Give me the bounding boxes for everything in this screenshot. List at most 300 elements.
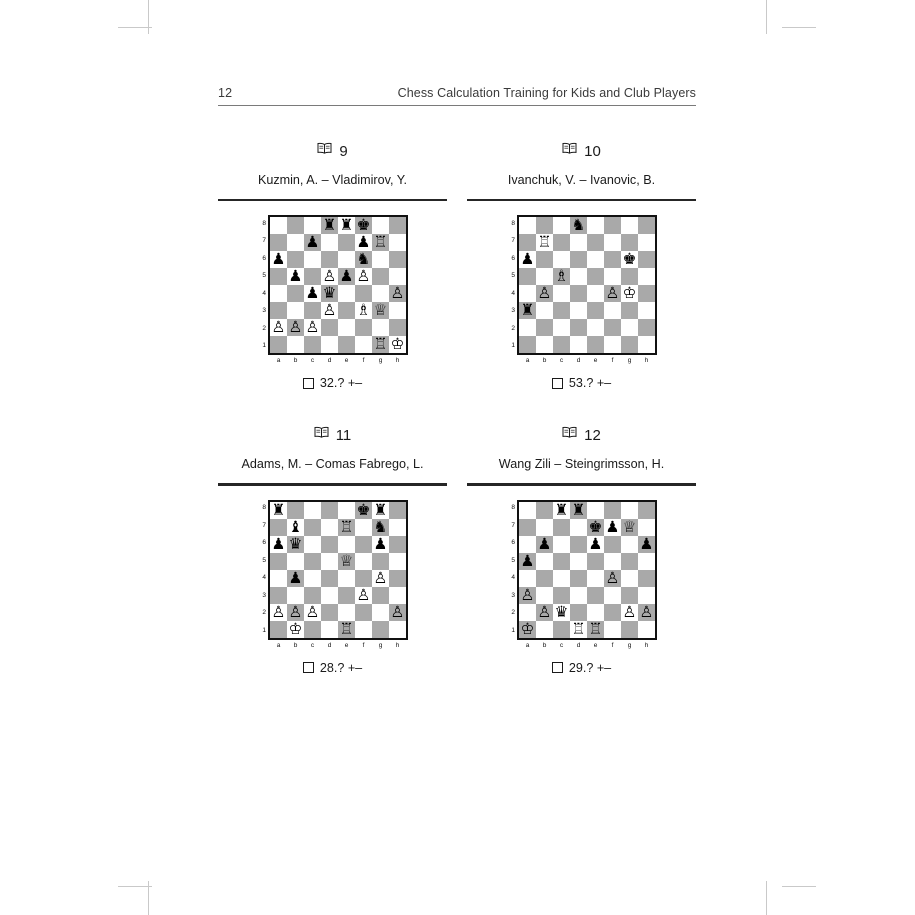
piece-b6[interactable]: ♛ xyxy=(288,534,303,553)
square-h8[interactable] xyxy=(638,217,655,234)
square-a1[interactable] xyxy=(270,336,287,353)
square-e6[interactable] xyxy=(338,251,355,268)
piece-g7[interactable]: ♕ xyxy=(622,517,637,536)
square-a1[interactable] xyxy=(519,621,536,638)
piece-h1[interactable]: ♔ xyxy=(390,335,405,354)
square-c1[interactable] xyxy=(553,336,570,353)
piece-g3[interactable]: ♕ xyxy=(373,301,388,320)
square-h7[interactable] xyxy=(638,234,655,251)
square-h2[interactable] xyxy=(389,319,406,336)
square-f1[interactable] xyxy=(355,621,372,638)
square-g4[interactable] xyxy=(372,285,389,302)
piece-d8[interactable]: ♜ xyxy=(571,500,586,519)
square-f1[interactable] xyxy=(355,336,372,353)
square-b6[interactable] xyxy=(287,536,304,553)
piece-f5[interactable]: ♙ xyxy=(356,267,371,286)
square-b2[interactable] xyxy=(287,319,304,336)
square-g5[interactable] xyxy=(621,553,638,570)
square-d3[interactable] xyxy=(321,587,338,604)
square-f8[interactable] xyxy=(604,502,621,519)
piece-f4[interactable]: ♙ xyxy=(605,284,620,303)
piece-g7[interactable]: ♖ xyxy=(373,233,388,252)
square-d4[interactable] xyxy=(321,570,338,587)
square-h5[interactable] xyxy=(389,553,406,570)
piece-f6[interactable]: ♞ xyxy=(356,250,371,269)
empty-checkbox[interactable] xyxy=(552,662,563,673)
square-f5[interactable] xyxy=(604,553,621,570)
piece-e6[interactable]: ♟ xyxy=(588,534,603,553)
square-b8[interactable] xyxy=(536,502,553,519)
square-a6[interactable] xyxy=(519,536,536,553)
square-b7[interactable] xyxy=(287,519,304,536)
square-g6[interactable] xyxy=(372,251,389,268)
square-d3[interactable] xyxy=(321,302,338,319)
square-b5[interactable] xyxy=(287,268,304,285)
piece-a3[interactable]: ♙ xyxy=(520,585,535,604)
square-c7[interactable] xyxy=(304,519,321,536)
square-e2[interactable] xyxy=(587,604,604,621)
square-h6[interactable] xyxy=(389,251,406,268)
square-g7[interactable] xyxy=(372,234,389,251)
square-g3[interactable] xyxy=(372,587,389,604)
square-g3[interactable] xyxy=(621,587,638,604)
square-b7[interactable] xyxy=(536,234,553,251)
square-b4[interactable] xyxy=(536,570,553,587)
square-b2[interactable] xyxy=(536,319,553,336)
square-c7[interactable] xyxy=(553,519,570,536)
square-h7[interactable] xyxy=(638,519,655,536)
square-e1[interactable] xyxy=(338,336,355,353)
square-d4[interactable] xyxy=(570,570,587,587)
square-g4[interactable] xyxy=(621,285,638,302)
square-a5[interactable] xyxy=(519,553,536,570)
square-h6[interactable] xyxy=(638,251,655,268)
square-d3[interactable] xyxy=(570,302,587,319)
square-g6[interactable] xyxy=(372,536,389,553)
square-g6[interactable] xyxy=(621,251,638,268)
square-g8[interactable] xyxy=(621,502,638,519)
square-g1[interactable] xyxy=(621,621,638,638)
square-h7[interactable] xyxy=(389,234,406,251)
piece-b2[interactable]: ♙ xyxy=(288,602,303,621)
piece-f8[interactable]: ♚ xyxy=(356,500,371,519)
square-h4[interactable] xyxy=(638,570,655,587)
piece-g8[interactable]: ♜ xyxy=(373,500,388,519)
square-e4[interactable] xyxy=(587,285,604,302)
square-h5[interactable] xyxy=(638,268,655,285)
empty-checkbox[interactable] xyxy=(552,378,563,389)
square-e2[interactable] xyxy=(338,319,355,336)
square-c1[interactable] xyxy=(553,621,570,638)
square-a2[interactable] xyxy=(270,604,287,621)
square-c3[interactable] xyxy=(304,302,321,319)
square-a4[interactable] xyxy=(270,570,287,587)
square-e8[interactable] xyxy=(338,502,355,519)
square-h1[interactable] xyxy=(389,336,406,353)
square-g1[interactable] xyxy=(372,336,389,353)
square-b7[interactable] xyxy=(536,519,553,536)
square-g5[interactable] xyxy=(372,268,389,285)
square-f5[interactable] xyxy=(604,268,621,285)
square-e6[interactable] xyxy=(587,251,604,268)
square-b1[interactable] xyxy=(287,621,304,638)
square-f1[interactable] xyxy=(604,621,621,638)
square-d8[interactable] xyxy=(570,217,587,234)
piece-b1[interactable]: ♔ xyxy=(288,619,303,638)
square-f6[interactable] xyxy=(604,536,621,553)
square-c6[interactable] xyxy=(304,536,321,553)
piece-e8[interactable]: ♜ xyxy=(339,216,354,235)
square-b8[interactable] xyxy=(287,217,304,234)
square-g2[interactable] xyxy=(372,604,389,621)
square-e5[interactable] xyxy=(338,553,355,570)
square-a5[interactable] xyxy=(270,268,287,285)
square-b3[interactable] xyxy=(536,302,553,319)
piece-a2[interactable]: ♙ xyxy=(271,602,286,621)
square-g1[interactable] xyxy=(372,621,389,638)
square-a4[interactable] xyxy=(519,285,536,302)
piece-f3[interactable]: ♗ xyxy=(356,301,371,320)
square-a2[interactable] xyxy=(270,319,287,336)
square-d2[interactable] xyxy=(321,319,338,336)
piece-a6[interactable]: ♟ xyxy=(520,250,535,269)
square-f1[interactable] xyxy=(604,336,621,353)
square-g2[interactable] xyxy=(372,319,389,336)
square-h8[interactable] xyxy=(389,217,406,234)
piece-c5[interactable]: ♗ xyxy=(554,267,569,286)
piece-b4[interactable]: ♙ xyxy=(537,284,552,303)
square-c8[interactable] xyxy=(553,217,570,234)
square-c2[interactable] xyxy=(553,604,570,621)
square-c3[interactable] xyxy=(553,587,570,604)
square-e3[interactable] xyxy=(587,302,604,319)
square-e8[interactable] xyxy=(587,217,604,234)
square-f7[interactable] xyxy=(604,519,621,536)
square-d6[interactable] xyxy=(570,536,587,553)
piece-b4[interactable]: ♟ xyxy=(288,568,303,587)
square-a8[interactable] xyxy=(519,217,536,234)
square-b1[interactable] xyxy=(536,621,553,638)
square-a1[interactable] xyxy=(270,621,287,638)
square-h6[interactable] xyxy=(389,536,406,553)
piece-g4[interactable]: ♔ xyxy=(622,284,637,303)
square-e8[interactable] xyxy=(338,217,355,234)
square-f4[interactable] xyxy=(355,285,372,302)
square-a7[interactable] xyxy=(519,519,536,536)
square-d1[interactable] xyxy=(321,336,338,353)
square-c4[interactable] xyxy=(553,285,570,302)
piece-c2[interactable]: ♙ xyxy=(305,602,320,621)
square-c3[interactable] xyxy=(304,587,321,604)
square-h5[interactable] xyxy=(389,268,406,285)
square-b6[interactable] xyxy=(536,536,553,553)
square-d6[interactable] xyxy=(570,251,587,268)
square-g4[interactable] xyxy=(621,570,638,587)
square-b1[interactable] xyxy=(536,336,553,353)
chessboard-11[interactable] xyxy=(268,500,408,640)
square-d8[interactable] xyxy=(321,502,338,519)
chessboard-9[interactable] xyxy=(268,215,408,355)
piece-a8[interactable]: ♜ xyxy=(271,500,286,519)
square-f3[interactable] xyxy=(604,587,621,604)
square-h3[interactable] xyxy=(638,302,655,319)
square-d5[interactable] xyxy=(321,553,338,570)
square-e5[interactable] xyxy=(587,553,604,570)
square-e1[interactable] xyxy=(587,621,604,638)
square-e4[interactable] xyxy=(587,570,604,587)
square-e2[interactable] xyxy=(338,604,355,621)
square-d8[interactable] xyxy=(570,502,587,519)
piece-g2[interactable]: ♙ xyxy=(622,602,637,621)
square-g1[interactable] xyxy=(621,336,638,353)
square-a1[interactable] xyxy=(519,336,536,353)
square-c5[interactable] xyxy=(553,553,570,570)
square-e1[interactable] xyxy=(338,621,355,638)
square-c5[interactable] xyxy=(553,268,570,285)
piece-b2[interactable]: ♙ xyxy=(537,602,552,621)
square-f2[interactable] xyxy=(355,319,372,336)
square-a8[interactable] xyxy=(270,502,287,519)
square-a8[interactable] xyxy=(519,502,536,519)
square-g7[interactable] xyxy=(621,234,638,251)
square-f4[interactable] xyxy=(604,285,621,302)
piece-d3[interactable]: ♙ xyxy=(322,301,337,320)
square-e4[interactable] xyxy=(338,570,355,587)
square-e5[interactable] xyxy=(338,268,355,285)
square-e3[interactable] xyxy=(587,587,604,604)
square-b3[interactable] xyxy=(287,587,304,604)
square-c5[interactable] xyxy=(304,268,321,285)
square-h1[interactable] xyxy=(638,336,655,353)
square-g5[interactable] xyxy=(372,553,389,570)
chessboard-10[interactable] xyxy=(517,215,657,355)
piece-g6[interactable]: ♟ xyxy=(373,534,388,553)
square-d7[interactable] xyxy=(321,234,338,251)
square-f2[interactable] xyxy=(355,604,372,621)
square-g3[interactable] xyxy=(621,302,638,319)
piece-c4[interactable]: ♟ xyxy=(305,284,320,303)
square-h3[interactable] xyxy=(389,302,406,319)
square-d4[interactable] xyxy=(570,285,587,302)
square-b4[interactable] xyxy=(287,570,304,587)
square-a4[interactable] xyxy=(519,570,536,587)
square-a3[interactable] xyxy=(519,587,536,604)
square-d1[interactable] xyxy=(570,336,587,353)
piece-e7[interactable]: ♖ xyxy=(339,517,354,536)
piece-a1[interactable]: ♔ xyxy=(520,619,535,638)
empty-checkbox[interactable] xyxy=(303,662,314,673)
piece-g1[interactable]: ♖ xyxy=(373,335,388,354)
square-g2[interactable] xyxy=(621,319,638,336)
square-d7[interactable] xyxy=(321,519,338,536)
chessboard-12[interactable] xyxy=(517,500,657,640)
square-f8[interactable] xyxy=(604,217,621,234)
square-g3[interactable] xyxy=(372,302,389,319)
piece-e7[interactable]: ♚ xyxy=(588,517,603,536)
square-g4[interactable] xyxy=(372,570,389,587)
square-d2[interactable] xyxy=(570,319,587,336)
piece-d5[interactable]: ♙ xyxy=(322,267,337,286)
square-d7[interactable] xyxy=(570,234,587,251)
square-a2[interactable] xyxy=(519,319,536,336)
square-e8[interactable] xyxy=(587,502,604,519)
piece-a5[interactable]: ♟ xyxy=(520,551,535,570)
square-d5[interactable] xyxy=(321,268,338,285)
piece-g4[interactable]: ♙ xyxy=(373,568,388,587)
piece-h6[interactable]: ♟ xyxy=(639,534,654,553)
piece-g7[interactable]: ♞ xyxy=(373,517,388,536)
piece-b5[interactable]: ♟ xyxy=(288,267,303,286)
piece-f7[interactable]: ♟ xyxy=(605,517,620,536)
square-c7[interactable] xyxy=(304,234,321,251)
square-b3[interactable] xyxy=(287,302,304,319)
square-f3[interactable] xyxy=(355,302,372,319)
square-c2[interactable] xyxy=(304,319,321,336)
piece-h4[interactable]: ♙ xyxy=(390,284,405,303)
square-d6[interactable] xyxy=(321,251,338,268)
square-c1[interactable] xyxy=(304,336,321,353)
square-c7[interactable] xyxy=(553,234,570,251)
piece-c2[interactable]: ♛ xyxy=(554,602,569,621)
piece-f8[interactable]: ♚ xyxy=(356,216,371,235)
square-h2[interactable] xyxy=(638,604,655,621)
square-c2[interactable] xyxy=(553,319,570,336)
square-a7[interactable] xyxy=(519,234,536,251)
square-g8[interactable] xyxy=(372,217,389,234)
square-d1[interactable] xyxy=(321,621,338,638)
square-d7[interactable] xyxy=(570,519,587,536)
square-f6[interactable] xyxy=(355,536,372,553)
square-h4[interactable] xyxy=(638,285,655,302)
square-a3[interactable] xyxy=(519,302,536,319)
square-e2[interactable] xyxy=(587,319,604,336)
square-e5[interactable] xyxy=(587,268,604,285)
square-g8[interactable] xyxy=(621,217,638,234)
square-b2[interactable] xyxy=(287,604,304,621)
square-h2[interactable] xyxy=(389,604,406,621)
square-d1[interactable] xyxy=(570,621,587,638)
square-d2[interactable] xyxy=(321,604,338,621)
square-h4[interactable] xyxy=(389,570,406,587)
piece-a6[interactable]: ♟ xyxy=(271,250,286,269)
piece-f4[interactable]: ♙ xyxy=(605,568,620,587)
square-c3[interactable] xyxy=(553,302,570,319)
square-d5[interactable] xyxy=(570,553,587,570)
square-f3[interactable] xyxy=(355,587,372,604)
square-h8[interactable] xyxy=(389,502,406,519)
square-d4[interactable] xyxy=(321,285,338,302)
square-f6[interactable] xyxy=(604,251,621,268)
square-a3[interactable] xyxy=(270,302,287,319)
square-c4[interactable] xyxy=(553,570,570,587)
piece-b7[interactable]: ♖ xyxy=(537,233,552,252)
square-b7[interactable] xyxy=(287,234,304,251)
square-f7[interactable] xyxy=(355,519,372,536)
square-c6[interactable] xyxy=(553,536,570,553)
square-e6[interactable] xyxy=(587,536,604,553)
square-f2[interactable] xyxy=(604,319,621,336)
square-c1[interactable] xyxy=(304,621,321,638)
square-b6[interactable] xyxy=(536,251,553,268)
square-f8[interactable] xyxy=(355,217,372,234)
square-c4[interactable] xyxy=(304,285,321,302)
piece-d8[interactable]: ♞ xyxy=(571,216,586,235)
square-h5[interactable] xyxy=(638,553,655,570)
piece-b6[interactable]: ♟ xyxy=(537,534,552,553)
square-f5[interactable] xyxy=(355,553,372,570)
piece-e5[interactable]: ♕ xyxy=(339,551,354,570)
square-h7[interactable] xyxy=(389,519,406,536)
square-e7[interactable] xyxy=(587,519,604,536)
square-f7[interactable] xyxy=(604,234,621,251)
square-f3[interactable] xyxy=(604,302,621,319)
piece-a6[interactable]: ♟ xyxy=(271,534,286,553)
square-a2[interactable] xyxy=(519,604,536,621)
square-f5[interactable] xyxy=(355,268,372,285)
square-c8[interactable] xyxy=(304,502,321,519)
square-h4[interactable] xyxy=(389,285,406,302)
piece-e1[interactable]: ♖ xyxy=(339,619,354,638)
piece-d1[interactable]: ♖ xyxy=(571,619,586,638)
square-e6[interactable] xyxy=(338,536,355,553)
square-d2[interactable] xyxy=(570,604,587,621)
piece-a2[interactable]: ♙ xyxy=(271,318,286,337)
square-e1[interactable] xyxy=(587,336,604,353)
piece-f7[interactable]: ♟ xyxy=(356,233,371,252)
square-c5[interactable] xyxy=(304,553,321,570)
square-g6[interactable] xyxy=(621,536,638,553)
square-b1[interactable] xyxy=(287,336,304,353)
square-g8[interactable] xyxy=(372,502,389,519)
square-c4[interactable] xyxy=(304,570,321,587)
square-d3[interactable] xyxy=(570,587,587,604)
square-a6[interactable] xyxy=(270,536,287,553)
square-a5[interactable] xyxy=(270,553,287,570)
square-c6[interactable] xyxy=(304,251,321,268)
piece-h2[interactable]: ♙ xyxy=(639,602,654,621)
piece-f3[interactable]: ♙ xyxy=(356,585,371,604)
square-e4[interactable] xyxy=(338,285,355,302)
piece-g6[interactable]: ♚ xyxy=(622,250,637,269)
square-h1[interactable] xyxy=(389,621,406,638)
square-f2[interactable] xyxy=(604,604,621,621)
square-c8[interactable] xyxy=(553,502,570,519)
piece-h2[interactable]: ♙ xyxy=(390,602,405,621)
square-e7[interactable] xyxy=(338,234,355,251)
square-b5[interactable] xyxy=(287,553,304,570)
square-b5[interactable] xyxy=(536,268,553,285)
square-a8[interactable] xyxy=(270,217,287,234)
piece-c8[interactable]: ♜ xyxy=(554,500,569,519)
square-b3[interactable] xyxy=(536,587,553,604)
square-a6[interactable] xyxy=(519,251,536,268)
piece-d8[interactable]: ♜ xyxy=(322,216,337,235)
square-f7[interactable] xyxy=(355,234,372,251)
square-f8[interactable] xyxy=(355,502,372,519)
square-b6[interactable] xyxy=(287,251,304,268)
square-a4[interactable] xyxy=(270,285,287,302)
square-a7[interactable] xyxy=(270,519,287,536)
square-g5[interactable] xyxy=(621,268,638,285)
piece-d4[interactable]: ♛ xyxy=(322,284,337,303)
square-g7[interactable] xyxy=(372,519,389,536)
piece-b7[interactable]: ♝ xyxy=(288,517,303,536)
square-h8[interactable] xyxy=(638,502,655,519)
square-b4[interactable] xyxy=(536,285,553,302)
square-c6[interactable] xyxy=(553,251,570,268)
square-b2[interactable] xyxy=(536,604,553,621)
piece-c7[interactable]: ♟ xyxy=(305,233,320,252)
